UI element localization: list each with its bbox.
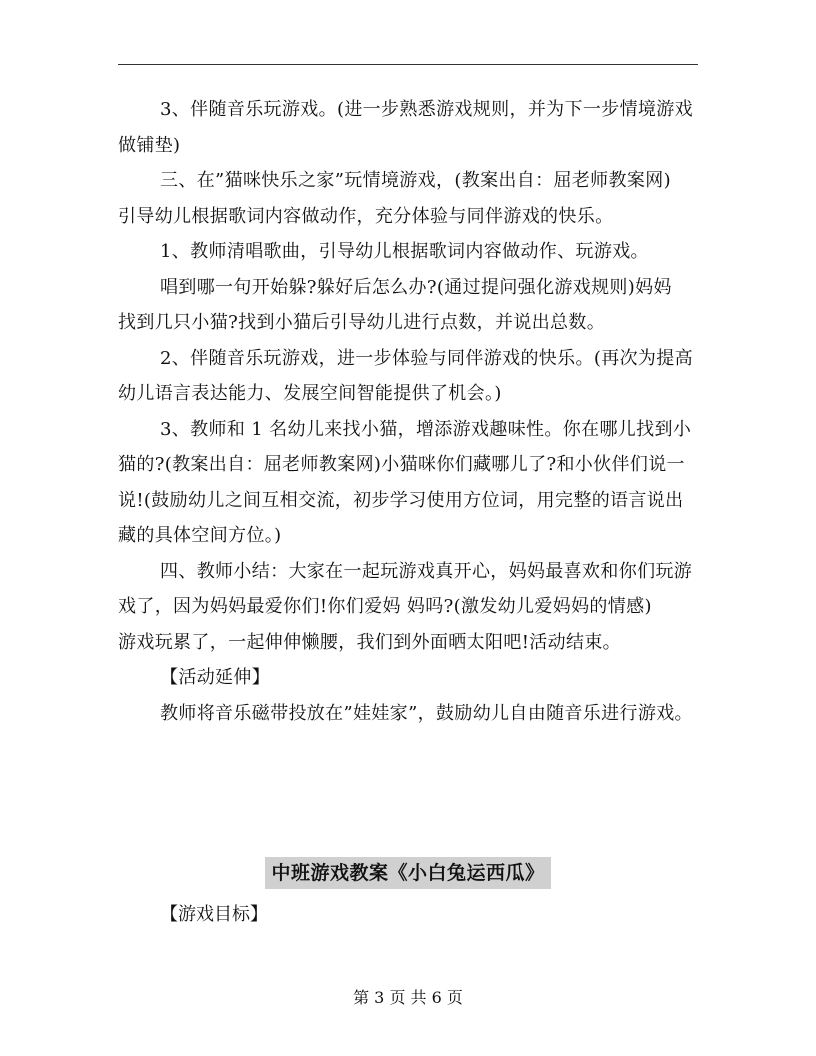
- paragraph-line: 引导幼儿根据歌词内容做动作，充分体验与同伴游戏的快乐。: [118, 205, 614, 227]
- paragraph-line: 1、教师清唱歌曲，引导幼儿根据歌词内容做动作、玩游戏。: [160, 241, 649, 262]
- paragraph-line: 3、伴随音乐玩游戏。(进一步熟悉游戏规则，并为下一步情境游戏: [160, 99, 693, 120]
- paragraph-line: 做铺垫): [118, 134, 181, 156]
- paragraph-line: 3、教师和 1 名幼儿来找小猫，增添游戏趣味性。你在哪儿找到小: [160, 418, 692, 440]
- paragraph-line: 教师将音乐磁带投放在”娃娃家”，鼓励幼儿自由随音乐进行游戏。: [160, 702, 693, 724]
- paragraph-line: 游戏玩累了，一起伸伸懒腰，我们到外面晒太阳吧!活动结束。: [118, 631, 622, 653]
- paragraph-line: 戏了，因为妈妈最爱你们!你们爱妈 妈吗?(激发幼儿爱妈妈的情感): [118, 596, 652, 617]
- paragraph-line: 唱到哪一句开始躲?躲好后怎么办?(通过提问强化游戏规则)妈妈: [160, 276, 672, 298]
- paragraph-line: 猫的?(教案出自：屈老师教案网)小猫咪你们藏哪儿了?和小伙伴们说一: [118, 454, 685, 475]
- paragraph-line: 四、教师小结：大家在一起玩游戏真开心，妈妈最喜欢和你们玩游: [160, 560, 693, 582]
- paragraph-line: 幼儿语言表达能力、发展空间智能提供了机会。): [118, 383, 502, 404]
- paragraph-line: 2、伴随音乐玩游戏，进一步体验与同伴游戏的快乐。(再次为提高: [160, 347, 693, 369]
- section-heading-goals: 【游戏目标】: [160, 904, 268, 925]
- next-title-row: [0, 857, 816, 889]
- paragraph-line: 说!(鼓励幼儿之间互相交流，初步学习使用方位词，用完整的语言说出: [118, 489, 684, 511]
- paragraph-line: 三、在”猫咪快乐之家”玩情境游戏，(教案出自：屈老师教案网): [160, 170, 671, 191]
- lesson-title: 中班游戏教案《小白兔运西瓜》: [265, 857, 550, 889]
- paragraph-line: 藏的具体空间方位。): [118, 525, 282, 546]
- header-rule: [118, 64, 698, 65]
- page-number: 第 3 页 共 6 页: [353, 988, 463, 1007]
- section-heading: 【活动延伸】: [160, 667, 271, 688]
- paragraph-line: 找到几只小猫?找到小猫后引导幼儿进行点数，并说出总数。: [118, 312, 606, 333]
- document-body: [118, 92, 700, 731]
